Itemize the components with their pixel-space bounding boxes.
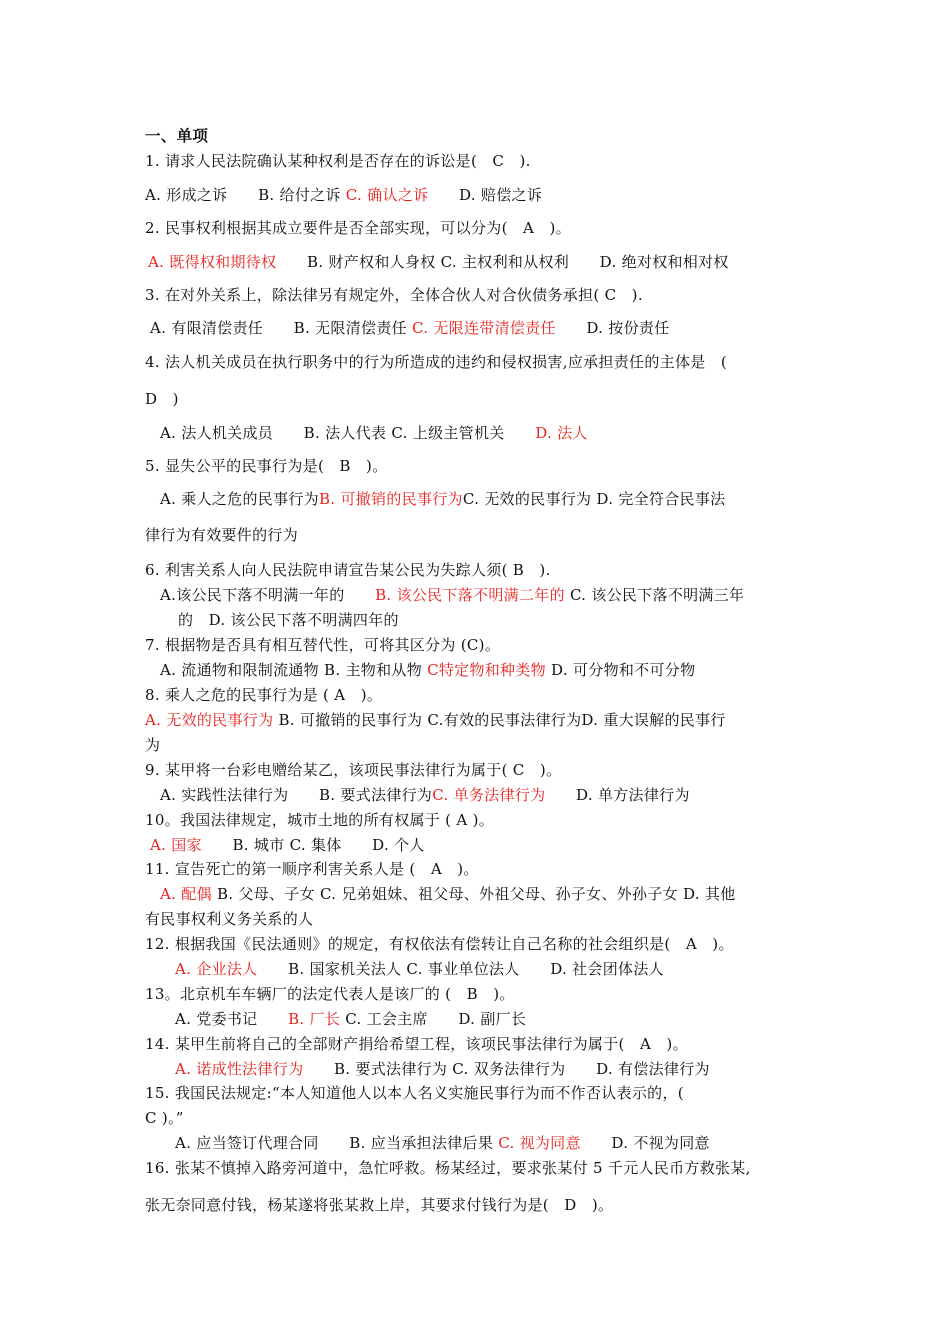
text-line	[145, 860, 479, 878]
answer-option: B. 厂长	[288, 1010, 341, 1028]
text-span: 11. 宣告死亡的第一顺序利害关系人是 ( A )。	[145, 860, 479, 878]
text-line	[145, 390, 179, 408]
text-span: D )	[145, 390, 179, 408]
text-span: 9. 某甲将一台彩电赠给某乙，该项民事法律行为属于( C )。	[145, 761, 562, 779]
answer-option: A. 配偶	[160, 885, 212, 903]
text-line	[150, 319, 670, 337]
text-span: 12. 根据我国《民法通则》的规定，有权依法有偿转让自己名称的社会组织是( A )。	[145, 935, 734, 953]
answer-option: B. 该公民下落不明满二年的	[375, 586, 565, 604]
text-span: D. 按份责任	[555, 319, 670, 337]
answer-option: B. 可撤销的民事行为	[318, 490, 463, 508]
text-span: 张无奈同意付钱，杨某遂将张某救上岸，其要求付钱行为是( D )。	[145, 1196, 614, 1214]
text-span: 3. 在对外关系上，除法律另有规定外，全体合伙人对合伙债务承担( C ).	[145, 286, 643, 304]
text-line	[145, 761, 561, 779]
text-span: 有民事权利义务关系的人	[145, 910, 314, 928]
text-span: C. 无效的民事行为 D. 完全符合民事法	[462, 490, 726, 508]
text-span: A. 乘人之危的民事行为	[160, 490, 319, 508]
text-span: B. 财产权和人身权 C. 主权利和从权利 D. 绝对权和相对权	[276, 253, 729, 271]
text-span: 10。我国法律规定，城市土地的所有权属于 ( A )。	[145, 811, 495, 829]
text-line	[145, 457, 388, 475]
text-span: B. 要式法律行为 C. 双务法律行为 D. 有偿法律行为	[303, 1060, 710, 1078]
text-span: 为	[145, 736, 161, 754]
text-line	[160, 424, 588, 442]
text-span: A. 实践性法律行为 B. 要式法律行为	[160, 786, 433, 804]
answer-option: C特定物和种类物	[427, 661, 546, 679]
text-span: 一、单项	[145, 126, 209, 145]
text-line	[175, 1010, 526, 1028]
text-span: A. 党委书记	[175, 1010, 289, 1028]
answer-option: A. 企业法人	[175, 960, 258, 978]
text-line	[145, 1035, 688, 1053]
text-line	[145, 526, 298, 544]
text-line	[160, 490, 725, 508]
answer-option: A. 诺成性法律行为	[175, 1060, 304, 1078]
text-line	[145, 1196, 613, 1214]
text-line	[145, 1159, 751, 1177]
text-span: D. 赔偿之诉	[428, 186, 543, 204]
text-line	[175, 960, 664, 978]
text-line	[145, 152, 531, 170]
text-span: B. 父母、子女 C. 兄弟姐妹、祖父母、外祖父母、孙子女、外孙子女 D. 其他	[211, 885, 736, 903]
text-line	[145, 811, 494, 829]
text-span: D. 可分物和不可分物	[545, 661, 696, 679]
text-line	[145, 1084, 684, 1102]
text-line	[145, 353, 727, 371]
answer-option: C. 单务法律行为	[432, 786, 546, 804]
text-span: 7. 根据物是否具有相互替代性，可将其区分为 (C)。	[145, 636, 501, 654]
text-span: B. 城市 C. 集体 D. 个人	[201, 836, 425, 854]
text-line	[175, 1134, 710, 1152]
answer-option: A. 国家	[150, 836, 202, 854]
text-line	[145, 910, 313, 928]
text-line	[150, 836, 425, 854]
text-line	[145, 219, 571, 237]
answer-option: C. 无限连带清偿责任	[412, 319, 556, 337]
text-span: 14. 某甲生前将自己的全部财产捐给希望工程，该项民事法律行为属于( A )。	[145, 1035, 688, 1053]
text-span: A.该公民下落不明满一年的	[160, 586, 376, 604]
text-span: D. 不视为同意	[580, 1134, 710, 1152]
text-line	[145, 1109, 184, 1127]
text-span: C. 该公民下落不明满三年	[564, 586, 745, 604]
text-line	[148, 253, 729, 271]
text-line	[175, 1060, 710, 1078]
text-span: 律行为有效要件的行为	[145, 526, 299, 544]
text-line	[145, 636, 500, 654]
text-span: A. 形成之诉 B. 给付之诉	[145, 186, 346, 204]
text-span: A. 流通物和限制流通物 B. 主物和从物	[160, 661, 428, 679]
section-heading	[145, 127, 208, 145]
answer-option: C. 视为同意	[498, 1134, 581, 1152]
text-span: 的 D. 该公民下落不明满四年的	[178, 611, 399, 629]
text-span: A. 有限清偿责任 B. 无限清偿责任	[150, 319, 412, 337]
text-span: B. 国家机关法人 C. 事业单位法人 D. 社会团体法人	[257, 960, 664, 978]
answer-option: D. 法人	[535, 424, 588, 442]
text-line	[145, 686, 382, 704]
text-span: C. 工会主席 D. 副厂长	[340, 1010, 527, 1028]
text-span: 4. 法人机关成员在执行职务中的行为所造成的违约和侵权损害,应承担责任的主体是 (	[145, 353, 728, 371]
text-line	[160, 661, 695, 679]
text-line	[145, 935, 734, 953]
text-line	[160, 885, 736, 903]
text-span: C )。”	[145, 1109, 184, 1127]
answer-option: C. 确认之诉	[345, 186, 429, 204]
text-span: A. 法人机关成员 B. 法人代表 C. 上级主管机关	[160, 424, 536, 442]
text-line	[145, 186, 542, 204]
text-line	[145, 561, 551, 579]
text-span: 8. 乘人之危的民事行为是 ( A )。	[145, 686, 383, 704]
text-span: A. 应当签订代理合同 B. 应当承担法律后果	[175, 1134, 499, 1152]
answer-option: A. 既得权和期待权	[148, 253, 277, 271]
text-span: 6. 利害关系人向人民法院申请宣告某公民为失踪人须( B ).	[145, 561, 551, 579]
text-line	[160, 786, 690, 804]
text-span: 15. 我国民法规定:“本人知道他人以本人名义实施民事行为而不作否认表示的，(	[145, 1084, 684, 1102]
text-span: D. 单方法律行为	[545, 786, 690, 804]
text-span: B. 可撤销的民事行为 C.有效的民事法律行为D. 重大误解的民事行	[273, 711, 726, 729]
text-span: 13。北京机车车辆厂的法定代表人是该厂的 ( B )。	[145, 985, 515, 1003]
text-line	[178, 611, 399, 629]
text-line	[145, 286, 643, 304]
text-span: 5. 显失公平的民事行为是( B )。	[145, 457, 388, 475]
text-span: 16. 张某不慎掉入路旁河道中，急忙呼救。杨某经过，要求张某付 5 千元人民币方救张某,	[145, 1159, 751, 1177]
text-line	[160, 586, 744, 604]
text-line	[145, 711, 726, 729]
text-span: 2. 民事权利根据其成立要件是否全部实现，可以分为( A )。	[145, 219, 571, 237]
text-line	[145, 985, 515, 1003]
text-line	[145, 736, 160, 754]
answer-option: A. 无效的民事行为	[145, 711, 274, 729]
text-span: 1. 请求人民法院确认某种权利是否存在的诉讼是( C ).	[145, 152, 531, 170]
